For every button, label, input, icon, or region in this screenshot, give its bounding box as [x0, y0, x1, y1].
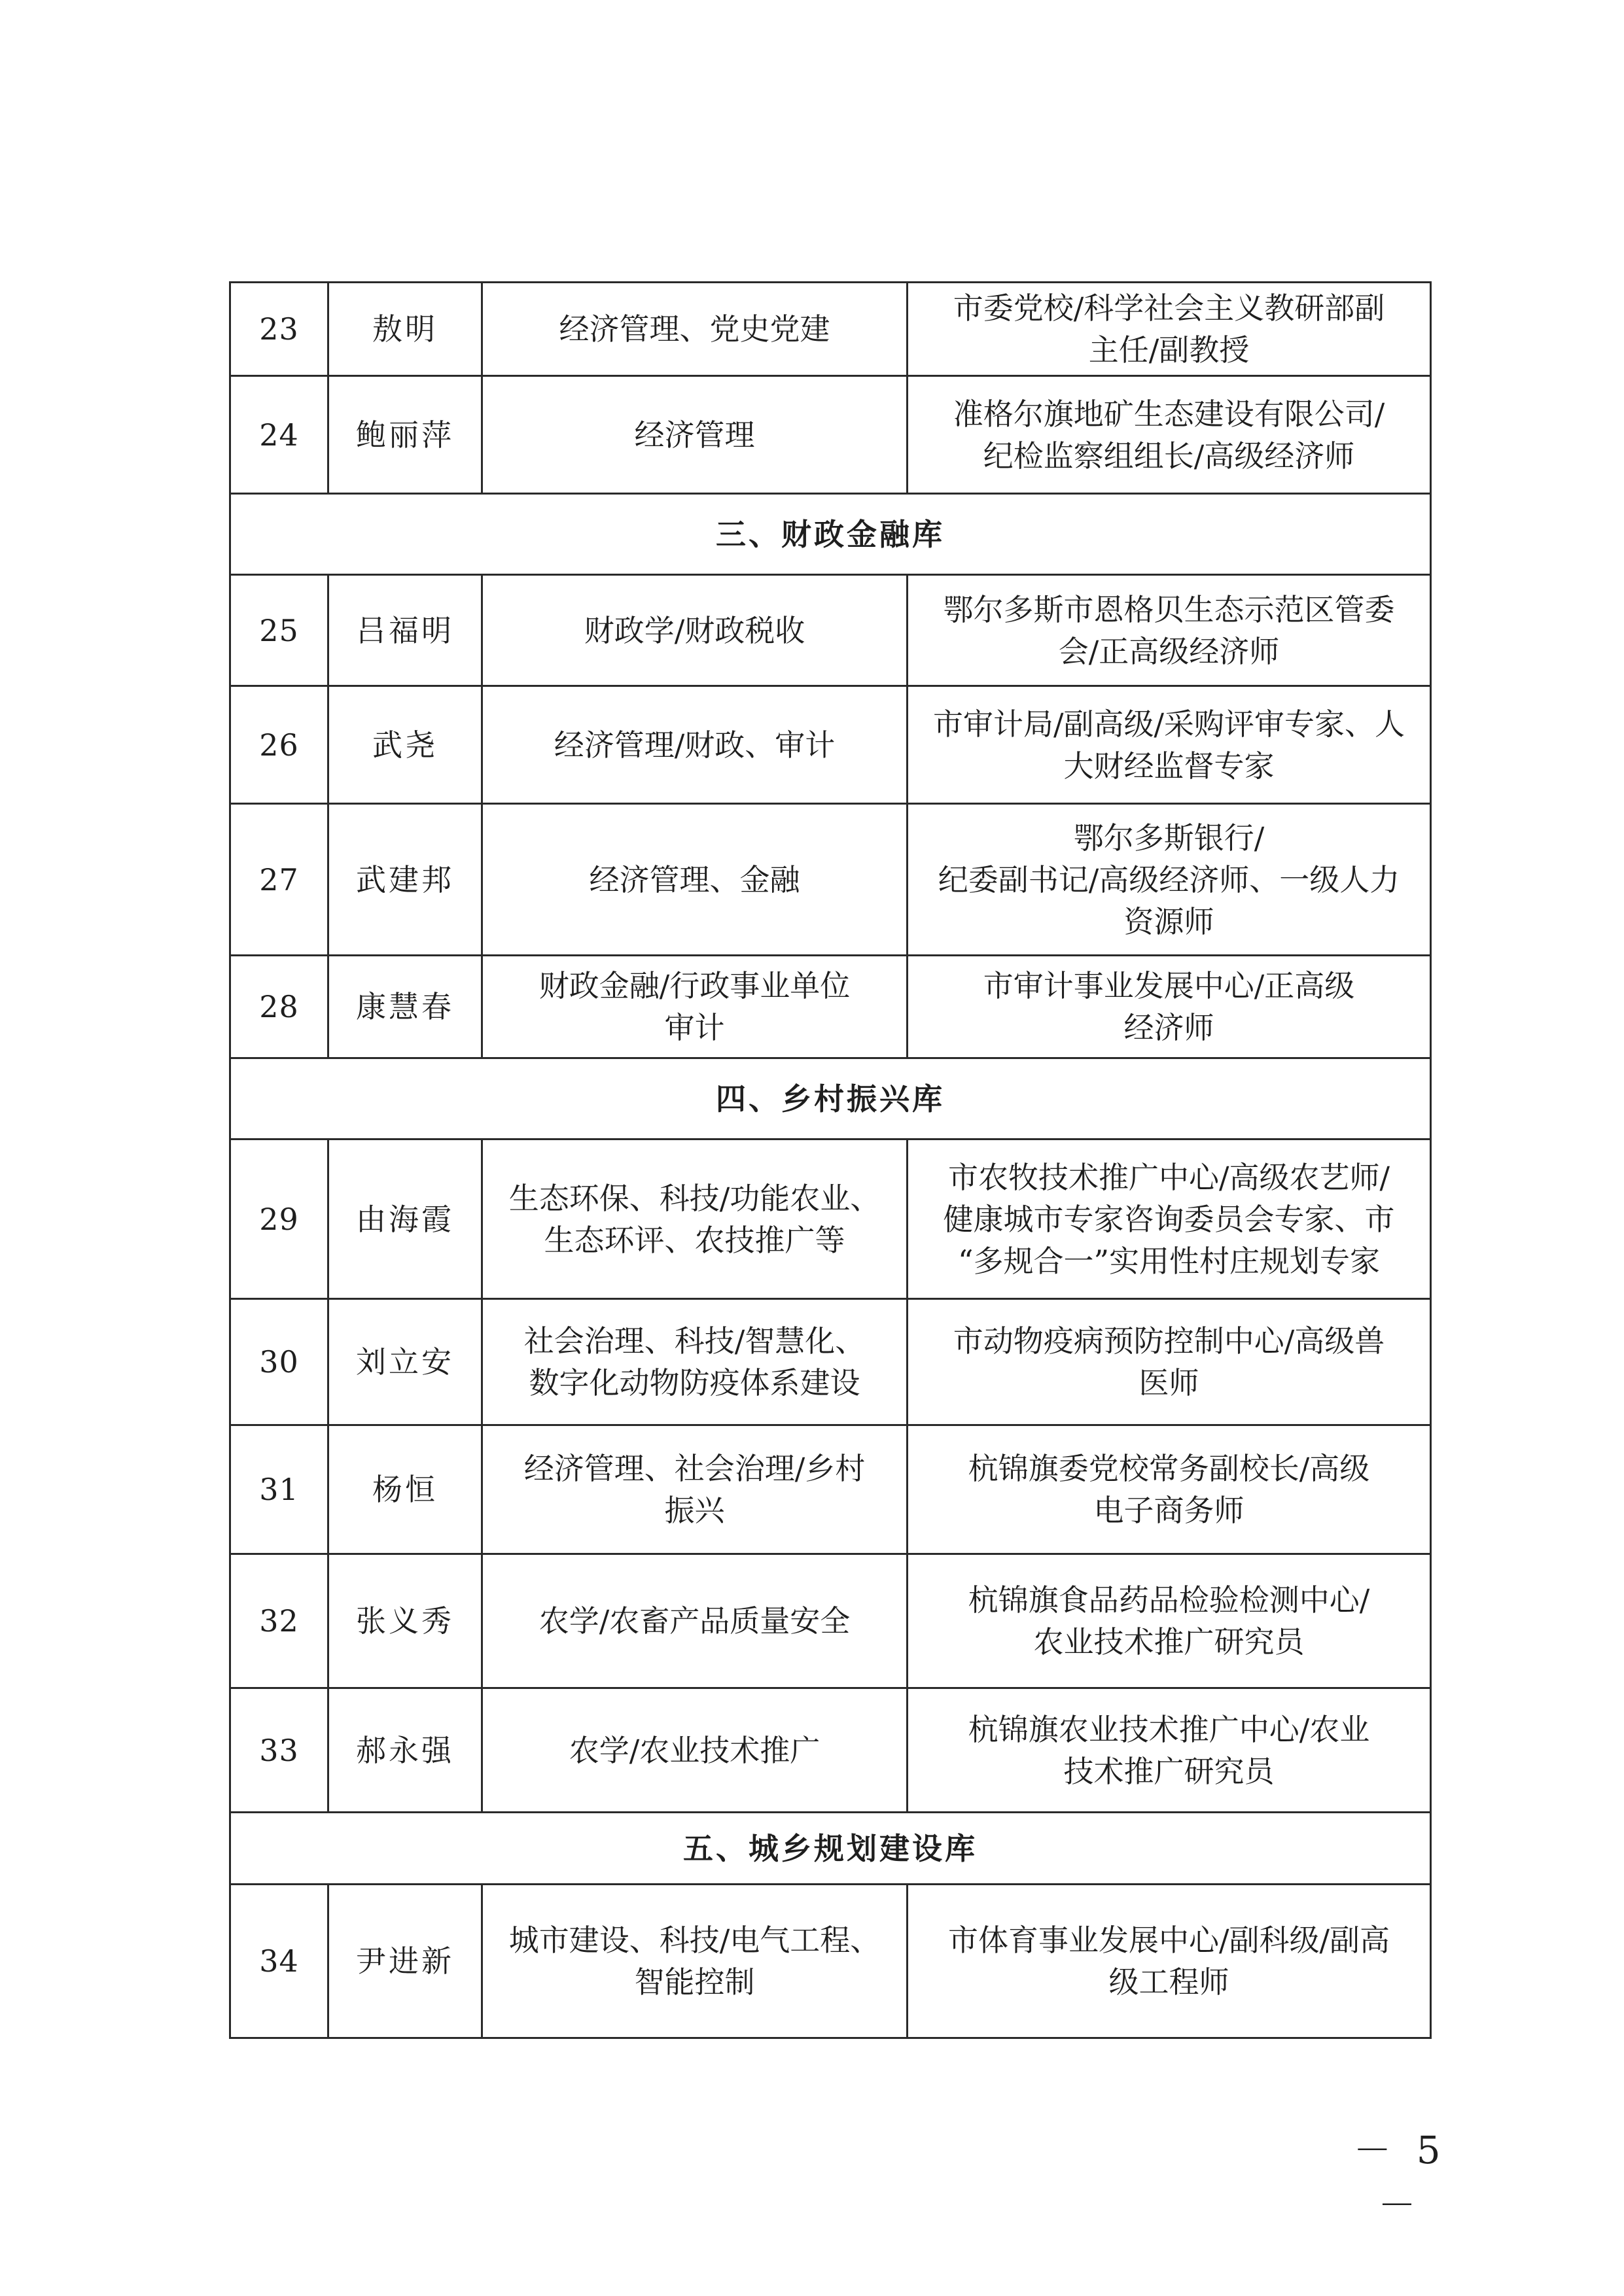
- position-line: 鄂尔多斯市恩格贝生态示范区管委: [943, 591, 1395, 627]
- table-row: [230, 1425, 1431, 1554]
- field-line: 生态环保、科技/功能农业、: [508, 1180, 881, 1216]
- position-cell: [908, 686, 1431, 804]
- position-line: 经济师: [1123, 1010, 1214, 1045]
- position-line: 大财经监督专家: [1063, 748, 1275, 784]
- position-line: 市体育事业发展中心/副科级/副高: [948, 1922, 1390, 1958]
- position-line: 农业技术推广研究员: [1033, 1624, 1305, 1660]
- section-header-row: [230, 1058, 1431, 1139]
- field-line: 审计: [664, 1010, 725, 1045]
- field-line: 振兴: [664, 1493, 725, 1528]
- row-number-cell: 32: [230, 1554, 328, 1688]
- position-line: 主任/副教授: [1088, 332, 1250, 368]
- field-line: 数字化动物防疫体系建设: [529, 1365, 860, 1400]
- position-line: 资源师: [1123, 903, 1214, 939]
- position-cell: [908, 376, 1431, 494]
- name-cell: 刘立安: [328, 1299, 482, 1425]
- name-cell: 尹进新: [328, 1885, 482, 2038]
- position-line: 纪委副书记/高级经济师、一级人力: [938, 861, 1400, 897]
- position-cell: [908, 1425, 1431, 1554]
- position-line: 杭锦旗农业技术推广中心/农业: [968, 1711, 1370, 1747]
- field-line: 生态环评、农技推广等: [544, 1222, 845, 1258]
- position-line: 市农牧技术推广中心/高级农艺师/: [948, 1159, 1390, 1195]
- position-cell: [908, 956, 1431, 1058]
- row-number-cell: 33: [230, 1688, 328, 1813]
- expert-table-body: [230, 283, 1431, 2038]
- section-header-row: [230, 494, 1431, 575]
- section-title: 三、财政金融库: [230, 494, 1431, 575]
- field-cell: [482, 1688, 908, 1813]
- table-row: [230, 283, 1431, 376]
- section-title: 五、城乡规划建设库: [230, 1813, 1431, 1885]
- field-line: 城市建设、科技/电气工程、: [508, 1922, 881, 1958]
- section-title: 四、乡村振兴库: [230, 1058, 1431, 1139]
- position-line: 级工程师: [1108, 1964, 1229, 2000]
- table-row: [230, 1554, 1431, 1688]
- table-row: [230, 575, 1431, 686]
- field-cell: [482, 376, 908, 494]
- name-cell: 由海霞: [328, 1139, 482, 1299]
- field-cell: [482, 575, 908, 686]
- table-row: [230, 376, 1431, 494]
- position-cell: [908, 1139, 1431, 1299]
- position-line: 纪检监察组组长/高级经济师: [983, 438, 1355, 474]
- position-line: 市审计事业发展中心/正高级: [983, 968, 1355, 1003]
- position-cell: [908, 575, 1431, 686]
- position-line: 市委党校/科学社会主义教研部副: [953, 290, 1385, 326]
- table-row: [230, 1885, 1431, 2038]
- position-line: 市审计局/副高级/采购评审专家、人: [933, 706, 1405, 742]
- field-line: 经济管理、社会治理/乡村: [523, 1451, 866, 1486]
- name-cell: 张义秀: [328, 1554, 482, 1688]
- field-line: 社会治理、科技/智慧化、: [523, 1323, 866, 1359]
- field-cell: [482, 804, 908, 956]
- position-line: 会/正高级经济师: [1058, 633, 1280, 669]
- position-line: 杭锦旗委党校常务副校长/高级: [968, 1451, 1370, 1486]
- field-cell: [482, 283, 908, 376]
- row-number-cell: 34: [230, 1885, 328, 2038]
- field-line: 农学/农业技术推广: [569, 1732, 821, 1768]
- field-cell: [482, 1554, 908, 1688]
- position-cell: [908, 1554, 1431, 1688]
- name-cell: 杨恒: [328, 1425, 482, 1554]
- name-cell: 康慧春: [328, 956, 482, 1058]
- position-line: 电子商务师: [1093, 1493, 1244, 1528]
- field-line: 经济管理、金融: [589, 861, 800, 897]
- row-number-cell: 25: [230, 575, 328, 686]
- position-cell: [908, 804, 1431, 956]
- table-row: [230, 804, 1431, 956]
- row-number-cell: 30: [230, 1299, 328, 1425]
- position-line: 杭锦旗食品药品检验检测中心/: [968, 1582, 1370, 1618]
- name-cell: 吕福明: [328, 575, 482, 686]
- table-row: [230, 1688, 1431, 1813]
- field-line: 经济管理/财政、审计: [554, 727, 836, 763]
- section-header-row: [230, 1813, 1431, 1885]
- row-number-cell: 23: [230, 283, 328, 376]
- table-row: [230, 1139, 1431, 1299]
- position-cell: [908, 1688, 1431, 1813]
- name-cell: 鲍丽萍: [328, 376, 482, 494]
- position-line: 医师: [1139, 1365, 1199, 1400]
- name-cell: 郝永强: [328, 1688, 482, 1813]
- table-row: [230, 1299, 1431, 1425]
- table-row: [230, 956, 1431, 1058]
- position-cell: [908, 1885, 1431, 2038]
- position-line: 技术推广研究员: [1063, 1753, 1275, 1789]
- field-cell: [482, 1299, 908, 1425]
- field-cell: [482, 956, 908, 1058]
- field-line: 智能控制: [634, 1964, 755, 2000]
- row-number-cell: 27: [230, 804, 328, 956]
- row-number-cell: 28: [230, 956, 328, 1058]
- position-line: “多规合一”实用性村庄规划专家: [957, 1243, 1381, 1279]
- position-line: 市动物疫病预防控制中心/高级兽: [953, 1323, 1385, 1359]
- field-cell: [482, 1885, 908, 2038]
- position-cell: [908, 1299, 1431, 1425]
- row-number-cell: 29: [230, 1139, 328, 1299]
- position-line: 准格尔旗地矿生态建设有限公司/: [953, 396, 1385, 432]
- name-cell: 敖明: [328, 283, 482, 376]
- row-number-cell: 26: [230, 686, 328, 804]
- field-cell: [482, 1425, 908, 1554]
- name-cell: 武建邦: [328, 804, 482, 956]
- position-line: 鄂尔多斯银行/: [1073, 820, 1265, 856]
- position-line: 健康城市专家咨询委员会专家、市: [943, 1201, 1395, 1237]
- field-line: 财政金融/行政事业单位: [538, 968, 851, 1003]
- expert-table: [229, 281, 1432, 2039]
- field-line: 财政学/财政税收: [584, 612, 805, 648]
- field-cell: [482, 1139, 908, 1299]
- field-line: 经济管理: [634, 417, 755, 453]
- row-number-cell: 31: [230, 1425, 328, 1554]
- field-cell: [482, 686, 908, 804]
- row-number-cell: 24: [230, 376, 328, 494]
- field-line: 经济管理、党史党建: [559, 311, 830, 347]
- table-row: [230, 686, 1431, 804]
- page-number: － 5 －: [1353, 2128, 1447, 2227]
- position-cell: [908, 283, 1431, 376]
- field-line: 农学/农畜产品质量安全: [538, 1603, 851, 1639]
- name-cell: 武尧: [328, 686, 482, 804]
